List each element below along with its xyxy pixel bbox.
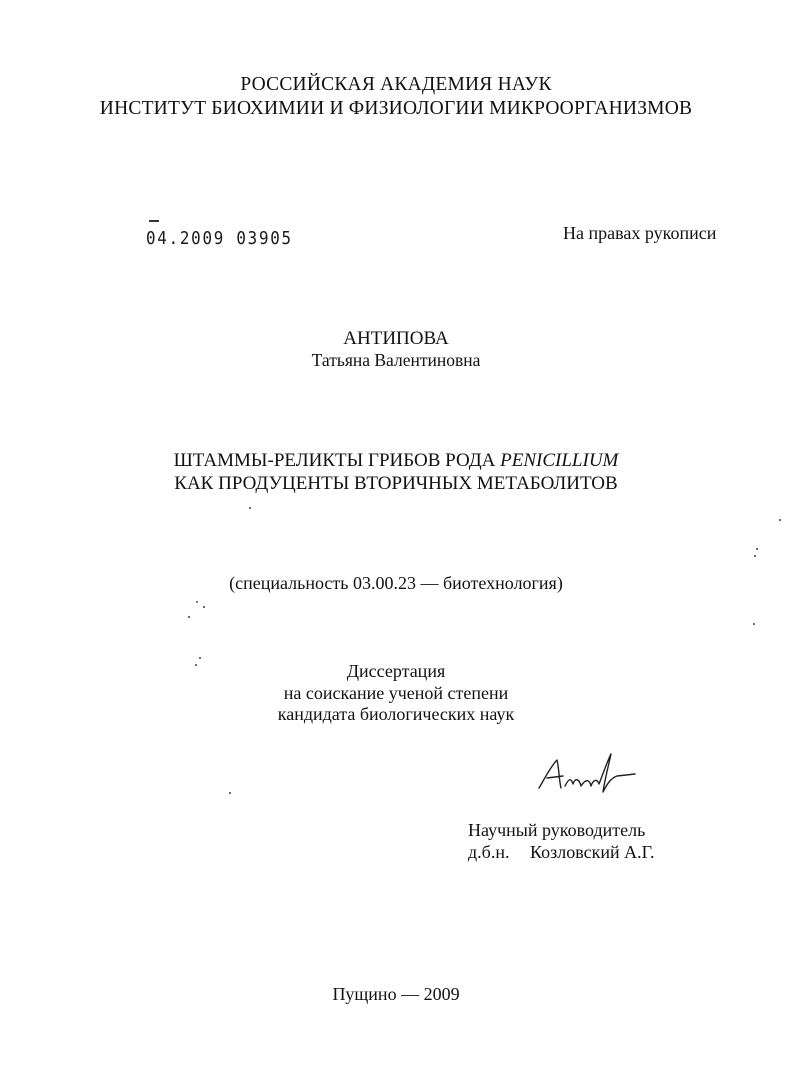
scientific-advisor [468,819,654,863]
degree-line-1: Диссертация [346,661,446,681]
scan-speck [249,507,251,509]
academy-name: РОССИЙСКАЯ АКАДЕМИЯ НАУК [240,74,552,95]
title-genus: PENICILLIUM [500,450,619,471]
title-prefix: ШТАММЫ-РЕЛИКТЫ ГРИБОВ РОДА [173,450,501,471]
scan-speck [196,601,198,603]
rights-note: На правах рукописи [563,223,717,243]
degree-line-3: кандидата биологических наук [277,704,515,724]
degree-line-2: на соискание ученой степени [283,682,509,703]
author-given-names: Татьяна Валентиновна [311,350,481,370]
scan-speck [229,792,231,794]
author-signature [535,748,645,800]
advisor-label: Научный руководитель [468,820,646,840]
title-line-2: КАК ПРОДУЦЕНТЫ ВТОРИЧНЫХ МЕТАБОЛИТОВ [174,473,618,494]
place-year: Пущино — 2009 [332,984,460,1004]
scan-speck [188,616,190,618]
registration-stamp-mark [149,220,159,222]
title-line-1 [0,449,792,472]
author-surname: АНТИПОВА [343,328,449,349]
specialty: (специальность 03.00.23 — биотехнология) [229,573,563,593]
scan-speck [754,555,756,557]
advisor-name-line [468,841,654,863]
advisor-name: Козловский А.Г. [530,842,655,862]
advisor-degree: д.б.н. [468,842,510,862]
scan-speck [195,664,197,666]
scan-speck [199,657,201,659]
institute-name: ИНСТИТУТ БИОХИМИИ И ФИЗИОЛОГИИ МИКРООРГАНИЗМОВ [99,98,693,119]
scan-speck [779,519,781,521]
dissertation-title [0,449,792,495]
degree-statement [0,661,792,726]
institution-header [0,73,792,121]
registration-code: 04.2009 03905 [146,228,293,249]
scan-speck [756,548,758,550]
scan-speck [203,606,205,608]
scan-speck [753,623,755,625]
